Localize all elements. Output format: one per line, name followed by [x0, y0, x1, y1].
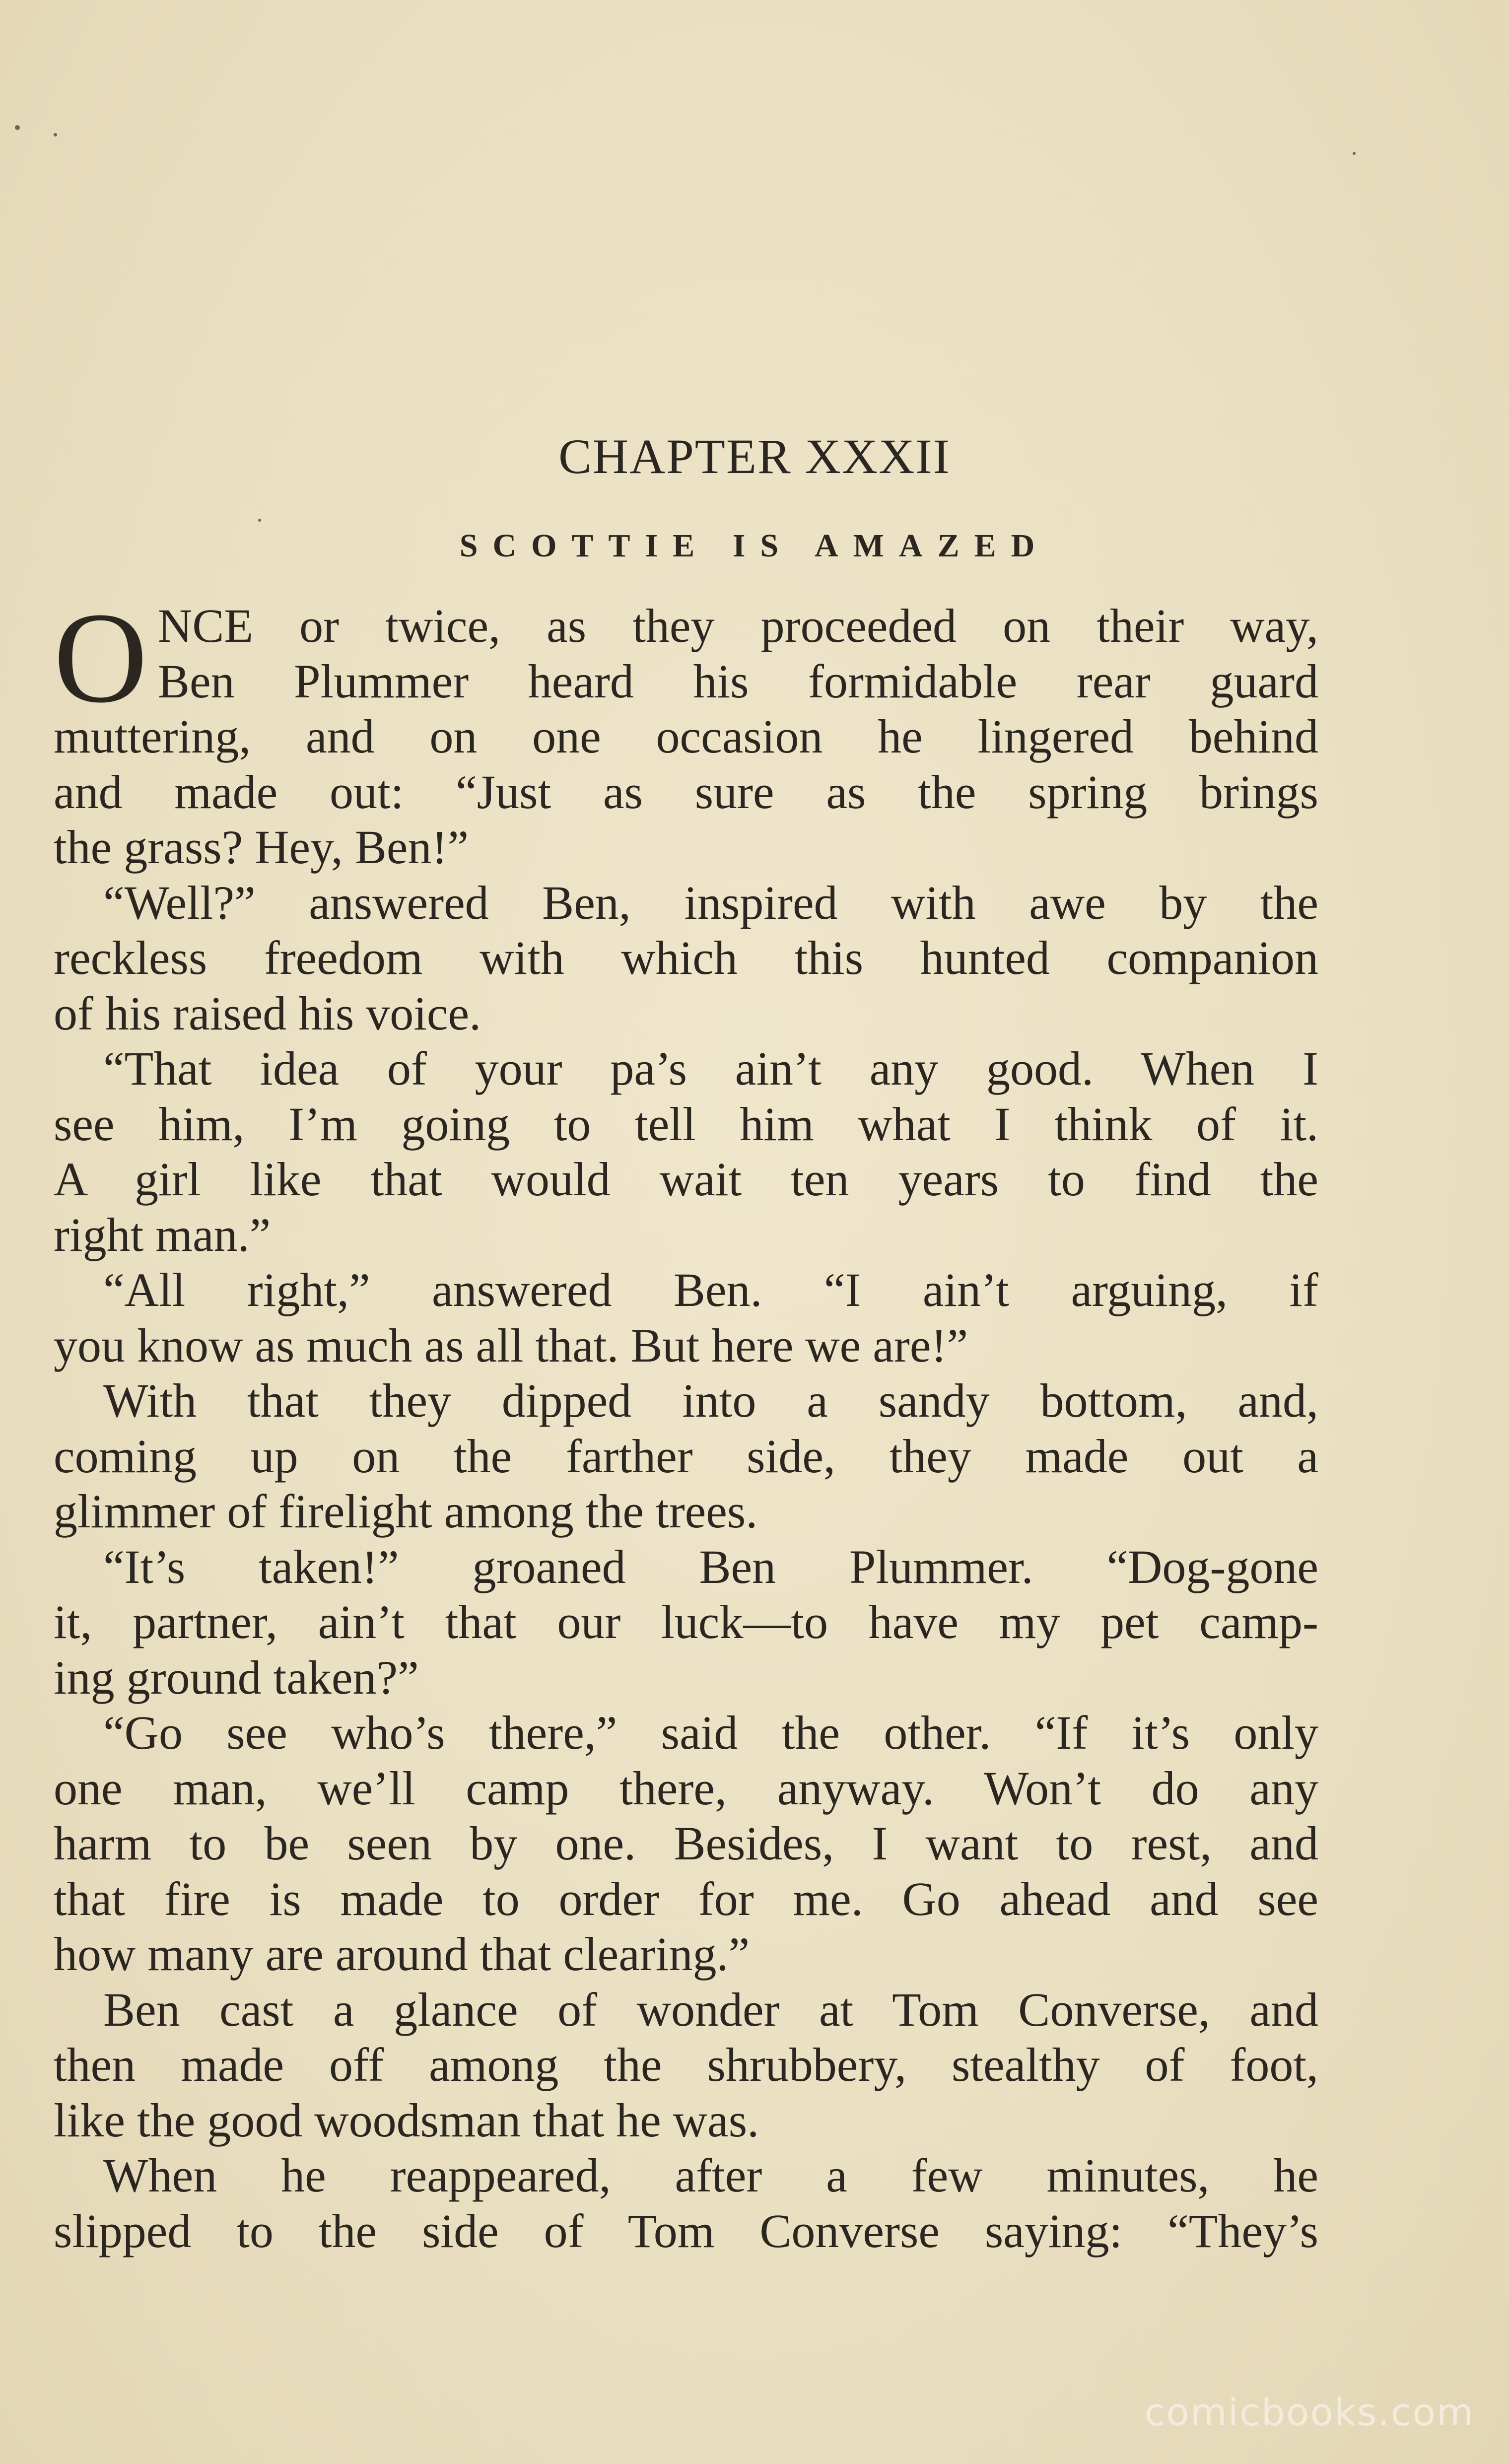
text-line: muttering, and on one occasion he lingered behind: [54, 710, 1318, 763]
text-line: it, partner, ain’t that our luck—to have my pet camp-: [54, 1595, 1318, 1648]
drop-cap-letter: O: [54, 586, 148, 730]
site-watermark: comicbooks.com: [1144, 2390, 1474, 2434]
text-line: one man, we’ll camp there, anyway. Won’t do any: [54, 1761, 1318, 1815]
text-line: the grass? Hey, Ben!”: [54, 821, 469, 874]
text-line: slipped to the side of Tom Converse saying: “They’s: [54, 2204, 1318, 2258]
text-line: coming up on the farther side, they made out a: [54, 1429, 1318, 1483]
text-line: then made off among the shrubbery, stealthy of foot,: [54, 2038, 1318, 2091]
ink-speck: [15, 125, 20, 130]
chapter-title: CHAPTER XXXII: [558, 429, 951, 484]
text-line: harm to be seen by one. Besides, I want to rest, and: [54, 1817, 1318, 1870]
text-line: A girl like that would wait ten years to find the: [54, 1153, 1318, 1206]
text-line: ing ground taken?”: [54, 1650, 419, 1704]
text-line: “It’s taken!” groaned Ben Plummer. “Dog-gone: [103, 1540, 1318, 1593]
text-line: right man.”: [54, 1208, 271, 1261]
text-line: When he reappeared, after a few minutes, he: [103, 2149, 1318, 2202]
text-line: you know as much as all that. But here we are!”: [54, 1318, 968, 1372]
text-line: “That idea of your pa’s ain’t any good. When I: [103, 1042, 1318, 1095]
text-line: and made out: “Just as sure as the spring brings: [54, 765, 1318, 819]
chapter-subtitle: SCOTTIE IS AMAZED: [459, 528, 1050, 564]
text-line: With that they dipped into a sandy bottom, and,: [103, 1374, 1318, 1427]
text-line: like the good woodsman that he was.: [54, 2093, 759, 2147]
ink-speck: [258, 519, 261, 522]
text-line: “Well?” answered Ben, inspired with awe by the: [103, 876, 1318, 929]
text-line: how many are around that clearing.”: [54, 1927, 750, 1981]
text-line: Ben Plummer heard his formidable rear guard: [158, 654, 1318, 708]
text-line: reckless freedom with which this hunted companion: [54, 931, 1318, 984]
text-line: NCE or twice, as they proceeded on their way,: [158, 599, 1318, 652]
text-line: see him, I’m going to tell him what I think of it.: [54, 1097, 1318, 1151]
ink-speck: [54, 133, 57, 137]
ink-speck: [1353, 152, 1356, 155]
text-line: glimmer of firelight among the trees.: [54, 1485, 758, 1538]
text-line: “All right,” answered Ben. “I ain’t arguing, if: [103, 1263, 1318, 1316]
chapter-body: [54, 586, 1318, 2259]
text-line: “Go see who’s there,” said the other. “If it’s only: [103, 1706, 1318, 1759]
text-line: Ben cast a glance of wonder at Tom Converse, and: [103, 1983, 1318, 2036]
text-line: that fire is made to order for me. Go ahead and see: [54, 1872, 1318, 1925]
text-line: of his raised his voice.: [54, 986, 481, 1040]
